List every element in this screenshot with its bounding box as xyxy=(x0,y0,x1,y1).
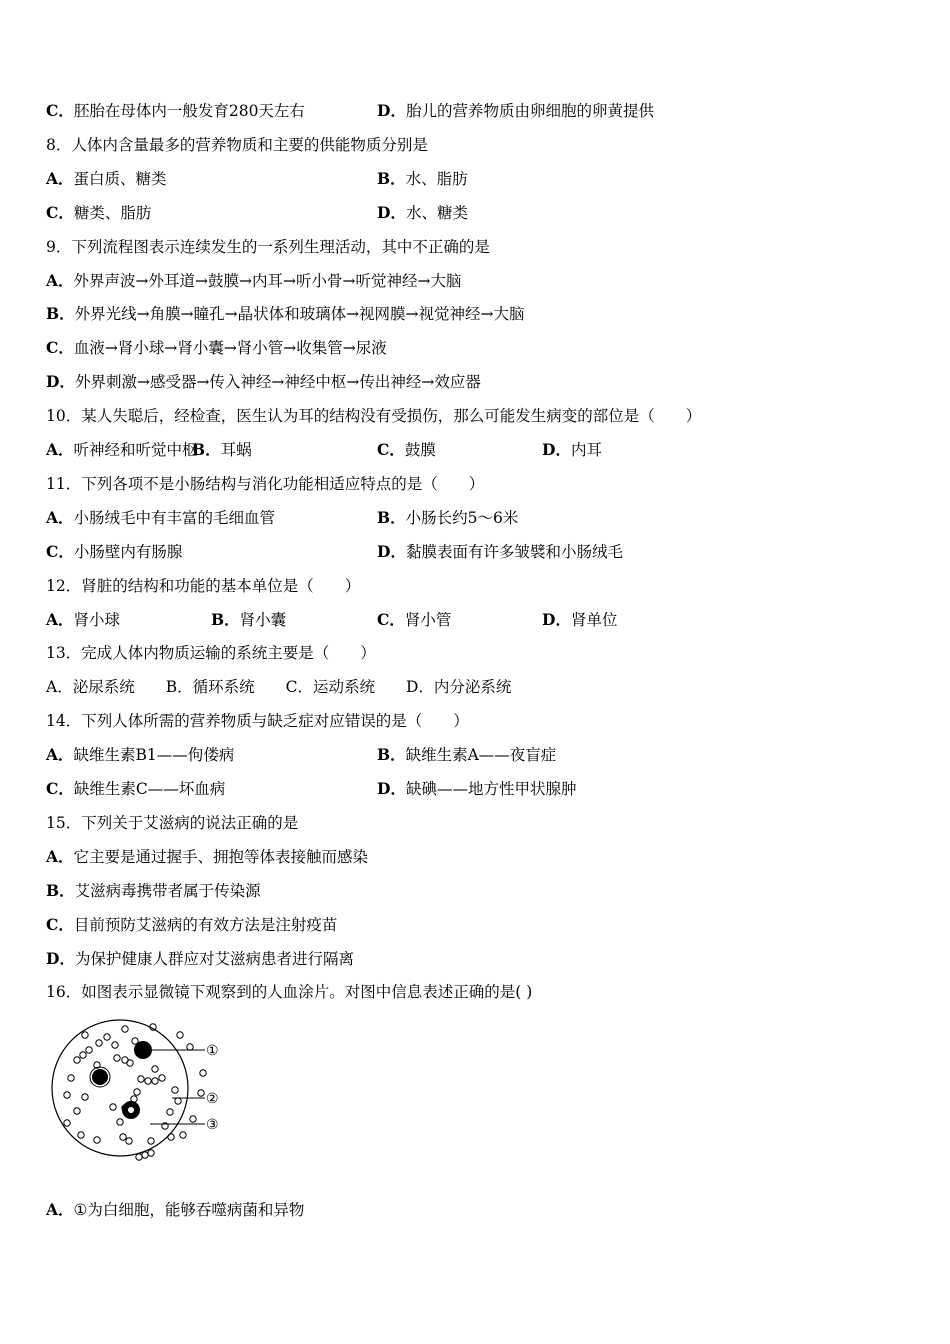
text-line xyxy=(0,236,950,258)
text-line xyxy=(0,270,950,292)
text-line xyxy=(0,303,950,325)
option xyxy=(46,846,368,868)
red-blood-cell xyxy=(82,1094,88,1100)
option-label: D． xyxy=(46,948,75,968)
text-line xyxy=(0,676,950,698)
text-line xyxy=(0,710,950,732)
red-blood-cell xyxy=(167,1109,173,1115)
red-blood-cell xyxy=(64,1092,70,1098)
option xyxy=(46,880,261,902)
option-label: D． xyxy=(542,609,571,629)
text-line xyxy=(0,439,950,461)
label-1: ① xyxy=(206,1043,219,1059)
item-text: 目前预防艾滋病的有效方法是注射疫苗 xyxy=(73,915,338,934)
text-line xyxy=(0,507,950,529)
option-label: B． xyxy=(46,880,75,900)
red-blood-cell xyxy=(134,1089,140,1095)
red-blood-cell xyxy=(180,1132,186,1138)
item-text: 12．肾脏的结构和功能的基本单位是（ ） xyxy=(46,576,361,595)
red-blood-cell xyxy=(86,1047,92,1053)
text-line xyxy=(0,948,950,970)
item-text: 缺维生素A——夜盲症 xyxy=(405,746,557,765)
red-blood-cell xyxy=(114,1055,120,1061)
red-blood-cell xyxy=(168,1134,174,1140)
option xyxy=(542,439,602,461)
option-label: C． xyxy=(46,541,74,561)
option-label: A． xyxy=(46,440,74,459)
option-label: A． xyxy=(46,168,74,188)
question-text xyxy=(46,134,428,156)
text-line xyxy=(0,609,950,631)
red-blood-cell xyxy=(136,1154,142,1160)
blood-smear-figure xyxy=(50,1012,240,1162)
text-line xyxy=(0,642,950,664)
item-text: 16．如图表示显微镜下观察到的人血涂片。对图中信息表述正确的是( ) xyxy=(46,983,533,1002)
option xyxy=(377,202,468,224)
item-text: 肾小管 xyxy=(404,610,452,629)
option xyxy=(46,337,387,359)
option xyxy=(377,507,518,529)
text-line xyxy=(0,371,950,393)
red-blood-cell xyxy=(78,1132,84,1138)
option xyxy=(377,778,576,800)
red-blood-cell xyxy=(148,1138,154,1144)
item-text: 黏膜表面有许多皱襞和小肠绒毛 xyxy=(405,542,623,561)
option xyxy=(46,609,120,631)
option-line xyxy=(0,1199,950,1221)
item-text: 水、脂肪 xyxy=(405,169,468,188)
question-text xyxy=(46,642,376,664)
item-text: 缺维生素B1——佝偻病 xyxy=(73,746,235,765)
text-line xyxy=(0,100,950,122)
option xyxy=(377,168,468,190)
text-line xyxy=(0,337,950,359)
option xyxy=(46,202,151,224)
item-text: 它主要是通过握手、拥抱等体表接触而感染 xyxy=(73,847,369,866)
text-line xyxy=(0,575,950,597)
item-text: 肾小球 xyxy=(73,610,121,629)
red-blood-cell xyxy=(127,1060,133,1066)
option-label: A． xyxy=(46,1200,74,1219)
question-text xyxy=(46,981,532,1003)
option-label: C． xyxy=(46,779,74,798)
option-label: A． xyxy=(46,609,74,629)
item-text: 缺碘——地方性甲状腺肿 xyxy=(405,780,577,798)
item-text: 外界声波→外耳道→鼓膜→内耳→听小骨→听觉神经→大脑 xyxy=(73,271,462,290)
option-text: ①为白细胞，能够吞噬病菌和异物 xyxy=(73,1201,305,1219)
option xyxy=(46,778,225,800)
option xyxy=(46,541,182,563)
text-line xyxy=(0,981,950,1003)
item-text: 外界刺激→感受器→传入神经→神经中枢→传出神经→效应器 xyxy=(74,373,481,392)
option-label: A． xyxy=(46,507,74,527)
red-blood-cell xyxy=(110,1104,116,1110)
text-line xyxy=(0,541,950,563)
red-blood-cell xyxy=(122,1026,128,1032)
red-blood-cell xyxy=(152,1066,158,1072)
item-text: 缺维生素C——坏血病 xyxy=(73,780,226,798)
option-label: D． xyxy=(377,101,406,120)
question-text xyxy=(46,676,511,698)
option xyxy=(46,507,275,529)
item-text: 艾滋病毒携带者属于传染源 xyxy=(74,881,261,900)
question-text xyxy=(46,575,360,597)
red-blood-cell xyxy=(198,1090,204,1096)
red-blood-cell xyxy=(120,1134,126,1140)
text-line xyxy=(0,134,950,156)
option-label: A． xyxy=(46,745,74,765)
red-blood-cell xyxy=(177,1032,183,1038)
option-label: B． xyxy=(46,304,75,324)
option xyxy=(377,100,654,122)
option xyxy=(377,744,556,766)
red-blood-cell xyxy=(200,1070,206,1076)
red-blood-cell xyxy=(126,1138,132,1144)
red-blood-cell xyxy=(152,1078,158,1084)
red-blood-cell xyxy=(117,1119,123,1125)
white-blood-cell-2 xyxy=(92,1069,108,1085)
option xyxy=(46,371,481,393)
white-blood-cell-1 xyxy=(134,1041,152,1059)
option-label: D． xyxy=(377,202,406,222)
option xyxy=(542,609,617,631)
text-line xyxy=(0,880,950,902)
item-text: 9．下列流程图表示连续发生的一系列生理活动，其中不正确的是 xyxy=(46,237,490,256)
option xyxy=(192,439,252,461)
option xyxy=(46,439,198,461)
option-label: C． xyxy=(377,609,405,629)
question-text xyxy=(46,710,469,732)
red-blood-cell xyxy=(104,1034,110,1040)
question-text xyxy=(46,473,484,495)
item-text: 8．人体内含量最多的营养物质和主要的供能物质分别是 xyxy=(46,135,428,154)
option-label: C． xyxy=(46,202,74,222)
option xyxy=(377,609,451,631)
item-text: 13．完成人体内物质运输的系统主要是（ ） xyxy=(46,644,376,663)
item-text: 胎儿的营养物质由卵细胞的卵黄提供 xyxy=(405,102,654,120)
text-line xyxy=(0,744,950,766)
option xyxy=(46,270,461,292)
item-text: A．泌尿系统 B．循环系统 C．运动系统 D．内分泌系统 xyxy=(46,678,512,697)
option xyxy=(211,609,286,631)
item-text: 小肠长约5～6米 xyxy=(405,508,519,527)
item-text: 水、糖类 xyxy=(405,203,468,222)
option xyxy=(46,914,337,936)
red-blood-cell xyxy=(82,1032,88,1038)
text-line xyxy=(0,202,950,224)
red-blood-cell xyxy=(94,1137,100,1143)
item-text: 14．下列人体所需的营养物质与缺乏症对应错误的是（ ） xyxy=(46,712,469,731)
red-blood-cell xyxy=(159,1075,165,1081)
option-label: A． xyxy=(46,270,74,290)
item-text: 耳蜗 xyxy=(220,441,252,459)
option-label: D． xyxy=(542,440,571,459)
item-text: 15．下列关于艾滋病的说法正确的是 xyxy=(46,813,299,832)
option-label: C． xyxy=(46,914,74,934)
text-line xyxy=(0,812,950,834)
red-blood-cell xyxy=(80,1052,86,1058)
label-2: ② xyxy=(206,1091,219,1107)
option xyxy=(377,541,623,563)
item-text: 肾单位 xyxy=(570,610,618,629)
item-text: 内耳 xyxy=(570,441,602,459)
option-label: C． xyxy=(46,338,74,358)
red-blood-cell xyxy=(190,1116,196,1122)
option xyxy=(46,168,167,190)
option-label: A． xyxy=(46,846,74,866)
red-blood-cell xyxy=(112,1042,118,1048)
item-text: 10．某人失聪后，经检查，医生认为耳的结构没有受损伤，那么可能发生病变的部位是（ ） xyxy=(46,407,702,426)
question-text xyxy=(46,236,490,258)
option xyxy=(46,948,354,970)
item-text: 肾小囊 xyxy=(239,610,287,629)
question-text xyxy=(46,405,701,427)
item-text: 11．下列各项不是小肠结构与消化功能相适应特点的是（ ） xyxy=(46,474,485,493)
option-label: C． xyxy=(377,440,405,459)
item-text: 为保护健康人群应对艾滋病患者进行隔离 xyxy=(74,949,354,968)
label-3: ③ xyxy=(206,1117,219,1133)
question-text xyxy=(46,812,298,834)
red-blood-cell xyxy=(175,1098,181,1104)
item-text: 蛋白质、糖类 xyxy=(73,169,167,188)
text-line xyxy=(0,473,950,495)
item-text: 血液→肾小球→肾小囊→肾小管→收集管→尿液 xyxy=(73,339,387,358)
red-blood-cell xyxy=(148,1150,154,1156)
red-blood-cell xyxy=(68,1075,74,1081)
option-label: B． xyxy=(211,609,240,629)
red-blood-cell xyxy=(138,1076,144,1082)
red-blood-cell xyxy=(142,1152,148,1158)
option-label: D． xyxy=(377,779,406,798)
item-text: 听神经和听觉中枢 xyxy=(73,441,198,459)
item-text: 小肠壁内有肠腺 xyxy=(73,542,183,561)
option-label: D． xyxy=(46,372,75,392)
red-blood-cell xyxy=(145,1078,151,1084)
option xyxy=(46,303,525,325)
item-text: 糖类、脂肪 xyxy=(73,203,152,222)
text-line xyxy=(0,405,950,427)
red-blood-cell xyxy=(74,1057,80,1063)
text-line xyxy=(0,914,950,936)
red-blood-cell xyxy=(64,1120,70,1126)
red-blood-cell xyxy=(74,1108,80,1114)
option-label: B． xyxy=(192,440,221,459)
option xyxy=(377,439,436,461)
item-text: 鼓膜 xyxy=(404,441,436,459)
text-line xyxy=(0,778,950,800)
option-label: B． xyxy=(377,745,406,765)
text-line xyxy=(0,846,950,868)
option-label: D． xyxy=(377,541,406,561)
option-label: C． xyxy=(46,101,74,120)
option xyxy=(46,744,234,766)
item-text: 胚胎在母体内一般发育280天左右 xyxy=(73,102,305,120)
red-blood-cell xyxy=(187,1044,193,1050)
text-line xyxy=(0,168,950,190)
red-blood-cell xyxy=(96,1040,102,1046)
option-label: B． xyxy=(377,507,406,527)
option xyxy=(46,100,305,122)
item-text: 外界光线→角膜→瞳孔→晶状体和玻璃体→视网膜→视觉神经→大脑 xyxy=(74,305,525,324)
red-blood-cell xyxy=(172,1087,178,1093)
item-text: 小肠绒毛中有丰富的毛细血管 xyxy=(73,508,276,527)
option-label: B． xyxy=(377,168,406,188)
